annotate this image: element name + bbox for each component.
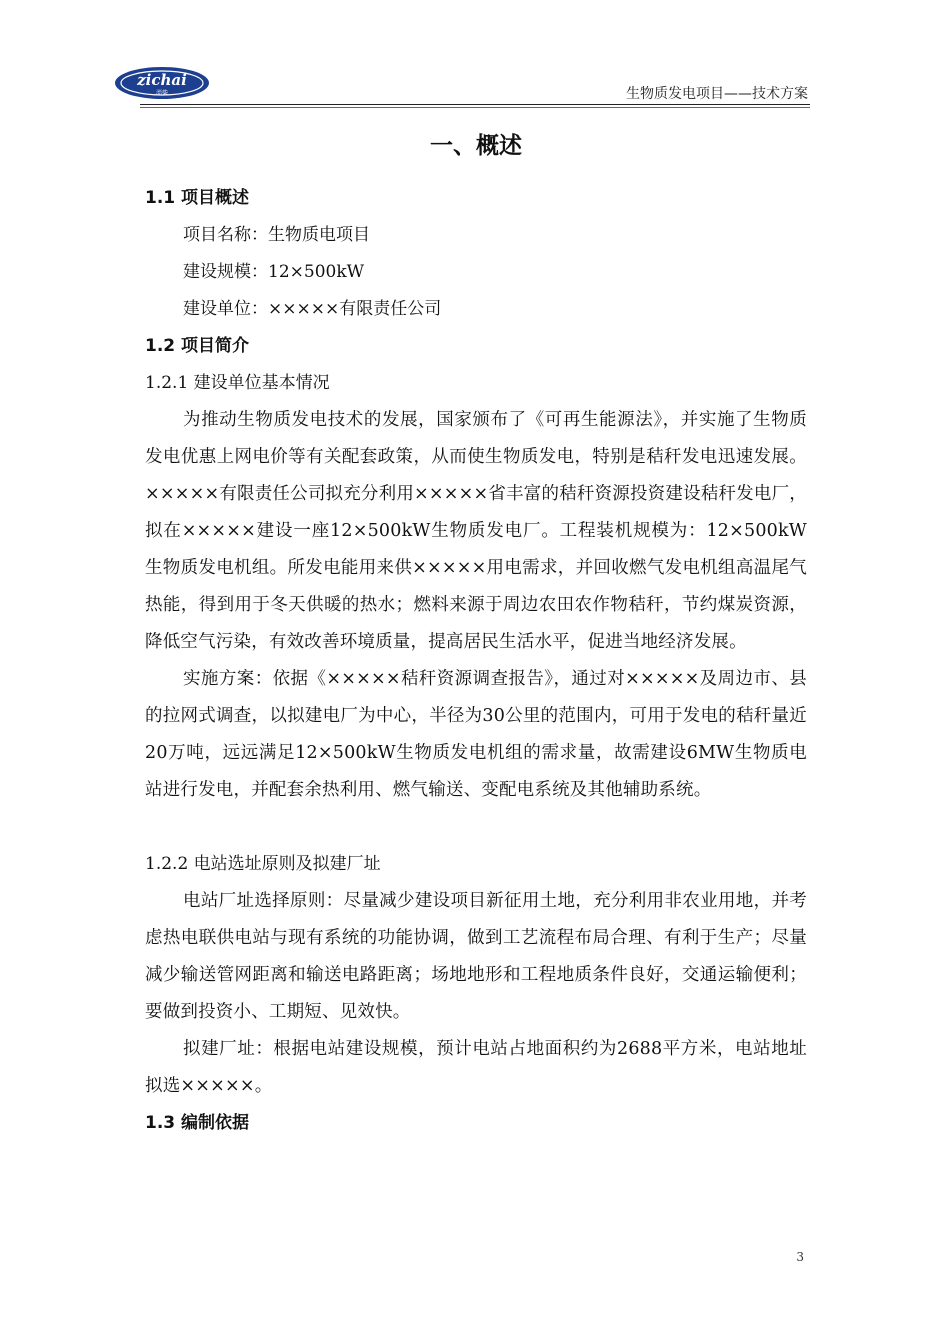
section-heading-1-1: 1.1 项目概述 [145,188,250,208]
svg-text:淄柴: 淄柴 [155,90,169,97]
construction-unit-line: 建设单位：×××××有限责任公司 [183,299,442,319]
subsection-heading-1-2-1: 1.2.1 建设单位基本情况 [145,373,330,393]
subsection-heading-1-2-2: 1.2.2 电站选址原则及拟建厂址 [145,854,381,874]
construction-scale-line: 建设规模：12×500kW [183,262,365,282]
document-header-title: 生物质发电项目——技术方案 [626,86,808,102]
chapter-title: 一、概述 [430,133,522,159]
header-divider-thin [140,107,810,108]
header-divider [140,104,810,105]
paragraph-implementation-plan: 实施方案：依据《×××××秸秆资源调查报告》，通过对×××××及周边市、县的拉网式调查，以拟建电厂为中心，半径为30公里的范围内，可用于发电的秸秆量近20万吨，远远满足12×500kW生物质发电机组的需求量，故需建设6MW生物质电站进行发电，并配套余热利用、燃气输送、变配电系统及其他辅助系统。 [145,669,807,800]
page-number: 3 [796,1250,804,1264]
project-name-line: 项目名称：生物质电项目 [183,225,370,245]
paragraph-site-principles: 电站厂址选择原则：尽量减少建设项目新征用土地，充分利用非农业用地，并考虑热电联供电站与现有系统的功能协调，做到工艺流程布局合理、有利于生产；尽量减少输送管网距离和输送电路距离；场地地形和工程地质条件良好，交通运输便利；要做到投资小、工期短、见效快。 [145,891,807,1022]
blank-line [145,809,807,846]
paragraph-proposed-site: 拟建厂址：根据电站建设规模，预计电站占地面积约为2688平方米，电站地址拟选×××××。 [145,1039,807,1096]
svg-text:zichai: zichai [137,71,187,89]
page-content [145,126,807,1142]
paragraph-background: 为推动生物质发电技术的发展，国家颁布了《可再生能源法》，并实施了生物质发电优惠上网电价等有关配套政策，从而使生物质发电，特别是秸秆发电迅速发展。×××××有限责任公司拟充分利用×××××省丰富的秸秆资源投资建设秸秆发电厂，拟在×××××建设一座12×500kW生物质发电厂。工程装机规模为：12×500kW生物质发电机组。所发电能用来供×××××用电需求，并回收燃气发电机组高温尾气热能，得到用于冬天供暖的热水；燃料来源于周边农田农作物秸秆，节约煤炭资源，降低空气污染，有效改善环境质量，提高居民生活水平，促进当地经济发展。 [145,410,807,652]
section-heading-1-2: 1.2 项目简介 [145,336,250,356]
company-logo [113,64,211,102]
section-heading-1-3: 1.3 编制依据 [145,1113,250,1133]
